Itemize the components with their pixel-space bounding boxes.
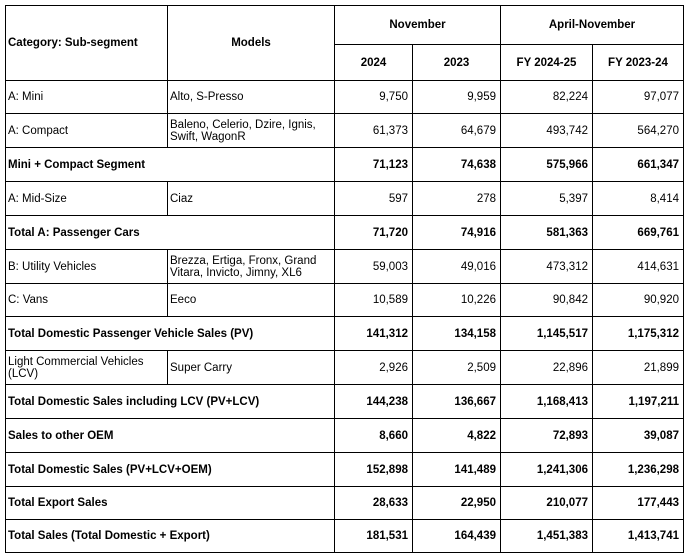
table-row [6,114,684,148]
row-fy-2024-25: 1,241,306 [501,453,593,487]
row-models: Eeco [168,284,335,317]
row-fy-2023-24: 90,920 [593,284,684,317]
row-nov-2023: 64,679 [413,114,501,148]
row-nov-2024: 141,312 [335,317,413,351]
table-row [6,81,684,114]
row-category: Total Export Sales [6,487,335,520]
table-row [6,351,684,385]
row-fy-2024-25: 90,842 [501,284,593,317]
row-category: Total Sales (Total Domestic + Export) [6,520,335,553]
header-models: Models [168,6,335,81]
row-nov-2024: 144,238 [335,385,413,419]
table-row [6,487,684,520]
table-row [6,317,684,351]
sales-table-container [5,5,684,553]
header-2023: 2023 [413,45,501,81]
row-models: Brezza, Ertiga, Fronx, Grand Vitara, Invicto, Jimny, XL6 [168,250,335,284]
row-category: A: Mid-Size [6,182,168,216]
row-nov-2023: 22,950 [413,487,501,520]
row-category: Total A: Passenger Cars [6,216,335,250]
row-fy-2023-24: 177,443 [593,487,684,520]
row-fy-2023-24: 1,413,741 [593,520,684,553]
row-category: Total Domestic Sales including LCV (PV+LCV) [6,385,335,419]
header-fy-2024-25: FY 2024-25 [501,45,593,81]
row-nov-2023: 10,226 [413,284,501,317]
sales-table [5,5,684,553]
row-nov-2023: 141,489 [413,453,501,487]
row-nov-2023: 278 [413,182,501,216]
row-nov-2024: 2,926 [335,351,413,385]
row-category: Light Commercial Vehicles (LCV) [6,351,168,385]
row-fy-2023-24: 564,270 [593,114,684,148]
row-category: B: Utility Vehicles [6,250,168,284]
row-fy-2024-25: 473,312 [501,250,593,284]
row-nov-2024: 181,531 [335,520,413,553]
row-fy-2024-25: 581,363 [501,216,593,250]
row-nov-2024: 597 [335,182,413,216]
row-fy-2023-24: 1,236,298 [593,453,684,487]
table-row [6,182,684,216]
row-category: Total Domestic Passenger Vehicle Sales (PV) [6,317,335,351]
row-models: Baleno, Celerio, Dzire, Ignis, Swift, WagonR [168,114,335,148]
row-fy-2024-25: 5,397 [501,182,593,216]
row-fy-2023-24: 39,087 [593,419,684,453]
header-row-1 [6,6,684,45]
row-category: Total Domestic Sales (PV+LCV+OEM) [6,453,335,487]
header-2024: 2024 [335,45,413,81]
table-row [6,520,684,553]
row-category: A: Mini [6,81,168,114]
row-nov-2023: 9,959 [413,81,501,114]
table-row [6,284,684,317]
row-nov-2023: 74,638 [413,148,501,182]
table-row [6,453,684,487]
row-fy-2024-25: 1,451,383 [501,520,593,553]
row-fy-2023-24: 414,631 [593,250,684,284]
row-nov-2023: 49,016 [413,250,501,284]
row-category: Sales to other OEM [6,419,335,453]
row-fy-2024-25: 82,224 [501,81,593,114]
header-fy-2023-24: FY 2023-24 [593,45,684,81]
row-fy-2024-25: 72,893 [501,419,593,453]
row-fy-2023-24: 669,761 [593,216,684,250]
row-nov-2024: 152,898 [335,453,413,487]
row-nov-2024: 59,003 [335,250,413,284]
row-fy-2024-25: 1,145,517 [501,317,593,351]
row-fy-2024-25: 22,896 [501,351,593,385]
row-category: A: Compact [6,114,168,148]
row-fy-2023-24: 661,347 [593,148,684,182]
row-fy-2024-25: 210,077 [501,487,593,520]
row-models: Super Carry [168,351,335,385]
row-models: Ciaz [168,182,335,216]
row-fy-2023-24: 1,197,211 [593,385,684,419]
header-april-november: April-November [501,6,684,45]
row-category: Mini + Compact Segment [6,148,335,182]
header-november: November [335,6,501,45]
table-row [6,385,684,419]
table-row [6,250,684,284]
row-nov-2024: 10,589 [335,284,413,317]
row-nov-2024: 8,660 [335,419,413,453]
row-nov-2023: 136,667 [413,385,501,419]
header-category: Category: Sub-segment [6,6,168,81]
row-fy-2023-24: 8,414 [593,182,684,216]
row-fy-2023-24: 21,899 [593,351,684,385]
row-fy-2024-25: 493,742 [501,114,593,148]
row-fy-2023-24: 97,077 [593,81,684,114]
row-nov-2024: 71,123 [335,148,413,182]
table-row [6,216,684,250]
row-models: Alto, S-Presso [168,81,335,114]
row-nov-2024: 61,373 [335,114,413,148]
row-nov-2023: 164,439 [413,520,501,553]
row-nov-2023: 4,822 [413,419,501,453]
row-nov-2023: 2,509 [413,351,501,385]
row-fy-2024-25: 1,168,413 [501,385,593,419]
row-nov-2023: 134,158 [413,317,501,351]
row-fy-2023-24: 1,175,312 [593,317,684,351]
row-nov-2024: 71,720 [335,216,413,250]
table-row [6,148,684,182]
row-nov-2024: 28,633 [335,487,413,520]
row-nov-2024: 9,750 [335,81,413,114]
row-category: C: Vans [6,284,168,317]
row-nov-2023: 74,916 [413,216,501,250]
row-fy-2024-25: 575,966 [501,148,593,182]
table-row [6,419,684,453]
